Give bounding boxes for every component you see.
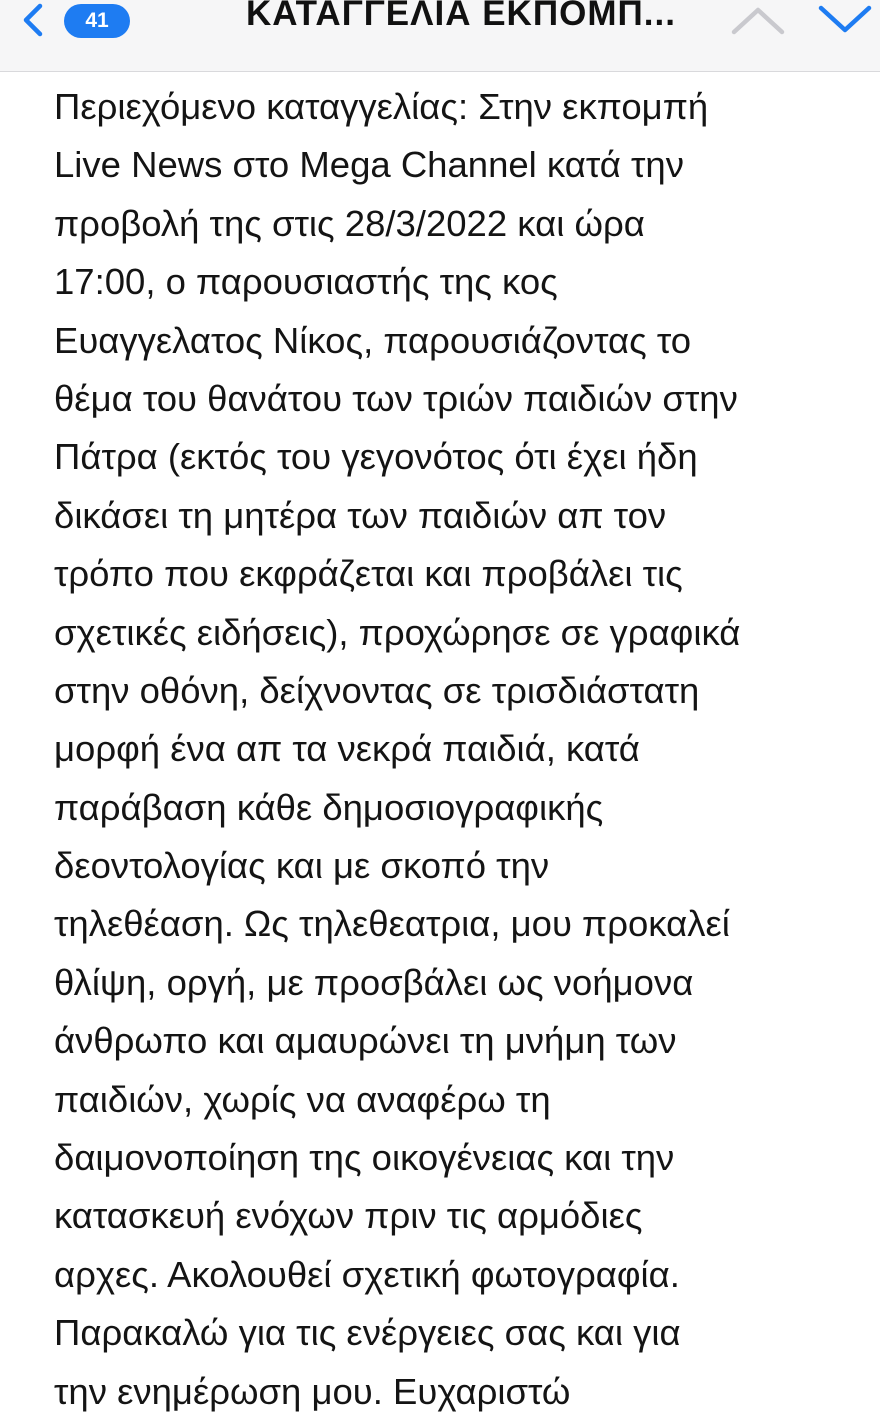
message-body <box>54 78 860 1421</box>
next-message-button[interactable] <box>815 0 875 44</box>
message-line: μορφή ένα απ τα νεκρά παιδιά, κατά <box>54 728 640 770</box>
message-line: την ενημέρωση μου. Ευχαριστώ <box>54 1370 571 1412</box>
message-line: Ευαγγελατος Νίκος, παρουσιάζοντας το <box>54 319 692 361</box>
message-line: θλίψη, οργή, με προσβάλει ως νοήμονα <box>54 961 694 1003</box>
message-line: σχετικές ειδήσεις), προχώρησε σε γραφικά <box>54 611 741 653</box>
message-line: τρόπο που εκφράζεται και προβάλει τις <box>54 553 683 595</box>
message-line: προβολή της στις 28/3/2022 και ώρα <box>54 202 645 244</box>
message-line: Περιεχόμενο καταγγελίας: Στην εκπομπή <box>54 86 709 127</box>
chevron-down-icon <box>815 0 875 44</box>
message-line: θέμα του θανάτου των τριών παιδιών στην <box>54 377 738 419</box>
message-line: 17:00, ο παρουσιαστής της κος <box>54 261 558 303</box>
message-line: δικάσει τη μητέρα των παιδιών απ τον <box>54 494 667 536</box>
message-line: τηλεθέαση. Ως τηλεθεατρια, μου προκαλεί <box>54 903 730 945</box>
message-line: δαιμονοποίηση της οικογένειας και την <box>54 1137 675 1179</box>
message-line: κατασκευή ενόχων πριν τις αρμόδιες <box>54 1195 643 1237</box>
message-line: αρχες. Ακολουθεί σχετική φωτογραφία. <box>54 1253 680 1295</box>
chevron-left-icon <box>10 0 54 42</box>
message-line: στην οθόνη, δείχνοντας σε τρισδιάστατη <box>54 669 700 711</box>
message-line: Παρακαλώ για τις ενέργειες σας και για <box>54 1312 681 1354</box>
message-line: Πάτρα (εκτός του γεγονότος ότι έχει ήδη <box>54 436 698 478</box>
back-button[interactable] <box>0 0 140 44</box>
message-line: Live News στο Mega Channel κατά την <box>54 144 684 186</box>
message-subject-title: ΚΑΤΑΓΓΕΛΙΑ ΕΚΠΟΜΠ... <box>246 0 676 33</box>
message-line: άνθρωπο και αμαυρώνει τη μνήμη των <box>54 1020 677 1062</box>
message-line: παιδιών, χωρίς να αναφέρω τη <box>54 1078 551 1120</box>
navigation-bar <box>0 0 880 72</box>
message-line: δεοντολογίας και με σκοπό την <box>54 845 550 887</box>
unread-count-badge: 41 <box>64 4 130 38</box>
previous-message-button[interactable] <box>728 0 788 44</box>
chevron-up-icon <box>728 0 788 44</box>
message-line: παράβαση κάθε δημοσιογραφικής <box>54 786 604 828</box>
